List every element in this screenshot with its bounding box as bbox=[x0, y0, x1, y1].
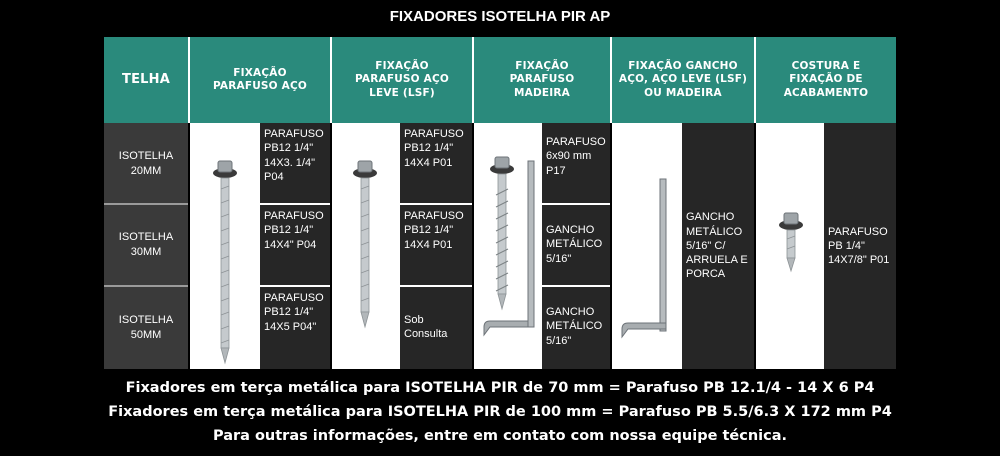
footer-contact-note: Para outras informações, entre em contato com nossa equipe técnica. bbox=[212, 428, 788, 444]
spec-text: GANCHO METÁLICO 5/16" bbox=[546, 224, 603, 265]
spec-aco-30mm bbox=[260, 205, 330, 286]
header-fixacao-aco-leve-text: FIXAÇÃO PARAFUSO AÇO LEVE (LSF) bbox=[354, 60, 450, 99]
page-title: FIXADORES ISOTELHA PIR AP bbox=[389, 8, 611, 25]
spec-aco-20mm bbox=[260, 123, 330, 204]
row-divider bbox=[542, 203, 610, 205]
header-fixacao-aco-text: FIXAÇÃO PARAFUSO AÇO bbox=[212, 66, 308, 92]
row-divider bbox=[400, 203, 472, 205]
column-divider bbox=[754, 37, 756, 123]
row-divider bbox=[400, 285, 472, 287]
spec-madeira-20mm bbox=[542, 123, 610, 204]
row-divider bbox=[104, 285, 188, 287]
spec-aco-leve-30mm bbox=[400, 205, 472, 286]
header-fixacao-madeira-text: FIXAÇÃO PARAFUSO MADEIRA bbox=[509, 60, 575, 99]
spec-aco-50mm bbox=[260, 287, 330, 369]
self-drilling-screw-icon bbox=[352, 159, 378, 329]
column-divider bbox=[330, 37, 332, 123]
header-costura-text: COSTURA E FIXAÇÃO DE ACABAMENTO bbox=[783, 60, 869, 99]
spec-text: GANCHO METÁLICO 5/16" bbox=[546, 306, 603, 347]
header-fixacao-gancho-text: FIXAÇÃO GANCHO AÇO, AÇO LEVE (LSF) OU MADEIRA bbox=[618, 60, 748, 99]
header-fixacao-madeira bbox=[474, 37, 610, 123]
spec-madeira-50mm bbox=[542, 287, 610, 369]
spec-aco-leve-20mm bbox=[400, 123, 472, 204]
header-fixacao-aco bbox=[190, 37, 330, 123]
row-divider bbox=[260, 203, 330, 205]
column-divider bbox=[188, 37, 190, 123]
fasteners-table bbox=[104, 37, 896, 369]
spec-text: PARAFUSO PB12 1/4" 14X5 P04" bbox=[264, 292, 324, 333]
spec-text: GANCHO METÁLICO 5/16" C/ ARRUELA E PORCA bbox=[686, 211, 748, 281]
row-divider bbox=[260, 285, 330, 287]
spec-text: PARAFUSO PB 1/4" 14X7/8" P01 bbox=[828, 225, 890, 267]
row-label-text: ISOTELHA 20MM bbox=[118, 149, 174, 177]
row-label-text: ISOTELHA 30MM bbox=[118, 231, 174, 258]
self-drilling-screw-long-icon bbox=[212, 159, 238, 365]
spec-gancho-all bbox=[682, 123, 754, 369]
row-label-text: ISOTELHA 50MM bbox=[118, 313, 174, 341]
row-label-20mm bbox=[104, 123, 188, 204]
footer-note-70mm: Fixadores em terça metálica para ISOTELHA PIR de 70 mm = Parafuso PB 12.1/4 - 14 X 6 P4 bbox=[125, 380, 875, 396]
stitching-screw-icon bbox=[778, 211, 804, 273]
metal-hook-icon bbox=[616, 177, 678, 341]
row-divider bbox=[104, 203, 188, 205]
spec-aco-leve-50mm bbox=[400, 287, 472, 369]
spec-text: Sob Consulta bbox=[404, 314, 448, 341]
spec-costura-all bbox=[824, 123, 896, 369]
footer-note-100mm: Fixadores em terça metálica para ISOTELHA PIR de 100 mm = Parafuso PB 5.5/6.3 X 172 mm P4 bbox=[108, 404, 892, 420]
spec-text: PARAFUSO PB12 1/4" 14X4 P01 bbox=[404, 210, 464, 251]
row-label-30mm bbox=[104, 204, 188, 286]
column-divider bbox=[610, 37, 612, 123]
spec-text: PARAFUSO PB12 1/4" 14X4" P04 bbox=[264, 210, 324, 251]
spec-text: PARAFUSO PB12 1/4" 14X4 P01 bbox=[404, 128, 464, 169]
row-label-50mm bbox=[104, 286, 188, 369]
spec-text: PARAFUSO 6x90 mm P17 bbox=[546, 136, 606, 177]
wood-screw-and-hook-icon bbox=[476, 155, 542, 341]
spec-text: PARAFUSO PB12 1/4" 14X3. 1/4" P04 bbox=[264, 128, 324, 183]
header-fixacao-gancho bbox=[612, 37, 754, 123]
header-telha: TELHA bbox=[104, 37, 188, 123]
spec-madeira-30mm bbox=[542, 205, 610, 286]
header-costura bbox=[756, 37, 896, 123]
row-divider bbox=[542, 285, 610, 287]
column-divider bbox=[472, 37, 474, 123]
header-fixacao-aco-leve bbox=[332, 37, 472, 123]
